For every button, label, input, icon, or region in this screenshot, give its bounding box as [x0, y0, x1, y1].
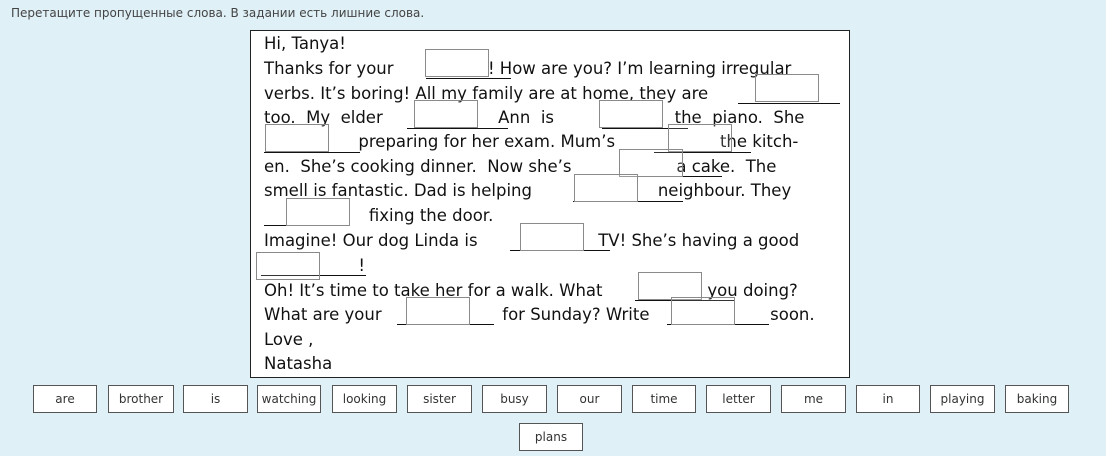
word-tile[interactable]: playing — [930, 385, 995, 413]
letter-line: fixing the door. — [264, 206, 494, 225]
word-tile[interactable]: in — [856, 385, 920, 413]
word-tile[interactable]: time — [632, 385, 696, 413]
drop-target-6[interactable] — [668, 124, 732, 152]
drop-target-12[interactable] — [638, 272, 702, 300]
word-tile[interactable]: brother — [108, 385, 174, 413]
letter-line: preparing for her exam. Mum’s the kitch- — [264, 132, 799, 151]
word-tile[interactable]: is — [183, 385, 248, 413]
word-tile[interactable]: baking — [1005, 385, 1069, 413]
letter-line: Oh! It’s time to take her for a walk. What you doing? — [264, 281, 798, 300]
letter-line: ! — [264, 256, 366, 275]
letter-line: Natasha — [264, 354, 333, 373]
letter-line: Hi, Tanya! — [264, 34, 346, 53]
word-tile[interactable]: plans — [519, 423, 583, 451]
blank-underline — [407, 128, 508, 129]
drop-target-13[interactable] — [406, 297, 470, 325]
letter-line: too. My elder Ann is the piano. She — [264, 108, 805, 127]
blank-underline — [738, 103, 840, 104]
drop-target-2[interactable] — [755, 74, 819, 102]
drop-target-9[interactable] — [286, 198, 350, 226]
word-tile[interactable]: looking — [332, 385, 397, 413]
letter-line: Love , — [264, 330, 314, 349]
blank-underline — [426, 78, 511, 79]
word-tile[interactable]: our — [557, 385, 622, 413]
drop-target-11[interactable] — [256, 252, 320, 280]
blank-underline — [264, 152, 360, 153]
drop-target-3[interactable] — [414, 100, 478, 128]
word-tile[interactable]: busy — [482, 385, 547, 413]
letter-line: verbs. It’s boring! All my family are at home, they are — [264, 84, 709, 103]
drop-target-4[interactable] — [599, 100, 663, 128]
drop-target-7[interactable] — [619, 149, 683, 177]
letter-line: What are your for Sunday? Write soon. — [264, 305, 815, 324]
drop-target-1[interactable] — [425, 49, 489, 77]
word-tile[interactable]: me — [781, 385, 846, 413]
word-tile[interactable]: sister — [407, 385, 472, 413]
word-tile[interactable]: are — [33, 385, 97, 413]
instruction-text: Перетащите пропущенные слова. В задании есть лишние слова. — [11, 6, 425, 20]
drop-target-10[interactable] — [520, 223, 584, 251]
drop-target-14[interactable] — [671, 297, 735, 325]
word-tile[interactable]: letter — [706, 385, 771, 413]
drop-target-5[interactable] — [265, 124, 329, 152]
letter-line: Thanks for your ! How are you? I’m learning irregular — [264, 59, 792, 78]
drop-target-8[interactable] — [574, 174, 638, 202]
letter-line: Imagine! Our dog Linda is TV! She’s having a good — [264, 231, 800, 250]
letter-line: en. She’s cooking dinner. Now she’s a cake. The — [264, 157, 777, 176]
word-tile[interactable]: watching — [257, 385, 321, 413]
letter-line: smell is fantastic. Dad is helping neighbour. They — [264, 181, 792, 200]
